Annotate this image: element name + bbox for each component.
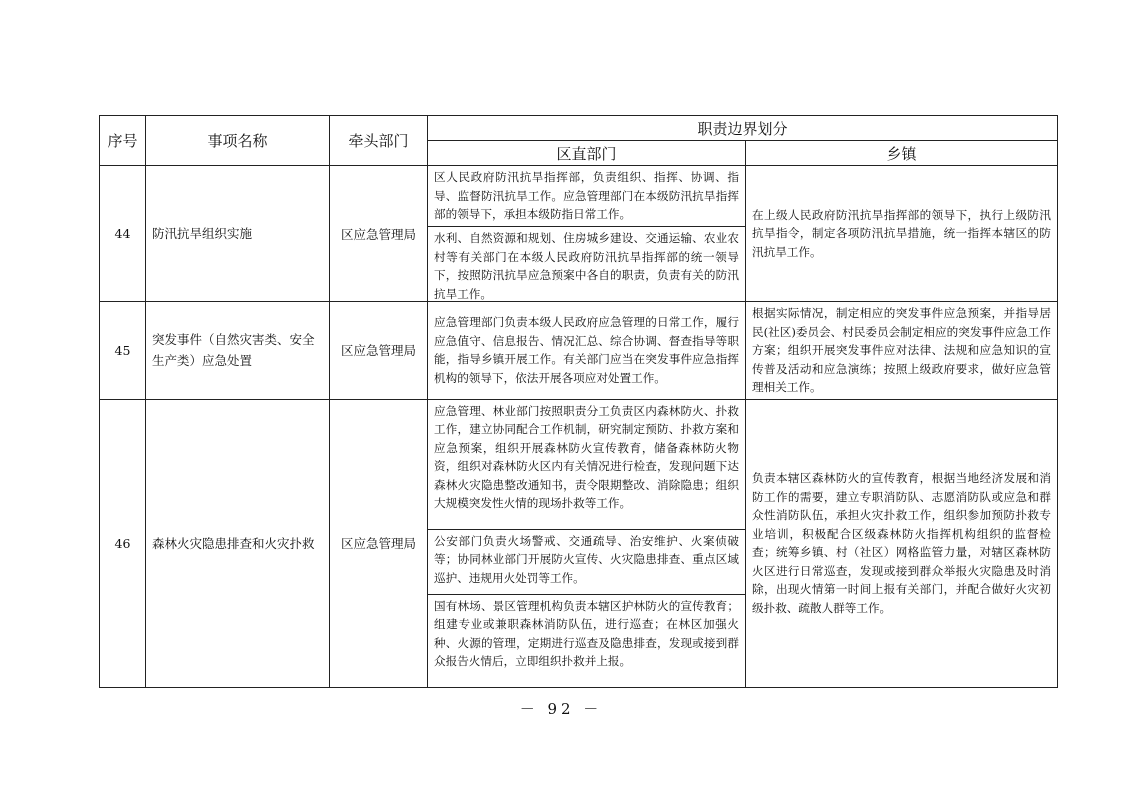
row-district-duties xyxy=(428,399,746,687)
row-lead-dept: 区应急管理局 xyxy=(330,166,428,302)
district-duty: 公安部门负责火场警戒、交通疏导、治安维护、火案侦破等；协同林业部门开展防火宣传、火灾隐患排查、重点区域巡护、违规用火处罚等工作。 xyxy=(428,529,745,594)
row-township-duty: 在上级人民政府防汛抗旱指挥部的领导下，执行上级防汛抗旱指令，制定各项防汛抗旱措施，统一指挥本辖区的防汛抗旱工作。 xyxy=(746,166,1058,302)
header-district-dept: 区直部门 xyxy=(428,141,746,166)
row-seq: 46 xyxy=(100,399,146,687)
row-district-duties xyxy=(428,166,746,302)
row-item-name: 森林火灾隐患排查和火灾扑救 xyxy=(146,399,330,687)
district-duty: 应急管理、林业部门按照职责分工负责区内森林防火、扑救工作，建立协同配合工作机制，研究制定预防、扑救方案和应急预案，组织开展森林防火宣传教育，储备森林防火物资，组织对森林防火区内有关情况进行检查，发现问题下达森林火灾隐患整改通知书，责令限期整改、消除隐患；组织大规模突发性火情的现场扑救等工作。 xyxy=(434,403,739,510)
row-seq: 45 xyxy=(100,302,146,400)
header-duty-boundary: 职责边界划分 xyxy=(428,116,1058,141)
header-lead-dept: 牵头部门 xyxy=(330,116,428,166)
row-district-duties: 应急管理部门负责本级人民政府应急管理的日常工作，履行应急值守、信息报告、情况汇总、综合协调、督查指导等职能，指导乡镇开展工作。有关部门应当在突发事件应急指挥机构的领导下，依法开展各项应对处置工作。 xyxy=(428,302,746,400)
header-row-1 xyxy=(100,116,1058,141)
district-duty: 国有林场、景区管理机构负责本辖区护林防火的宣传教育；组建专业或兼职森林消防队伍，进行巡查；在林区加强火种、火源的管理，定期进行巡查及隐患排查，发现或接到群众报告火情后，立即组织扑救并上报。 xyxy=(428,594,745,687)
table-row xyxy=(100,166,1058,302)
page-number: － 92 － xyxy=(519,700,603,718)
row-item-name: 防汛抗旱组织实施 xyxy=(146,166,330,302)
district-duty: 水利、自然资源和规划、住房城乡建设、交通运输、农业农村等有关部门在本级人民政府防汛抗旱指挥部的统一领导下，按照防汛抗旱应急预案中各自的职责，负责有关的防汛抗旱工作。 xyxy=(428,226,745,301)
table-row xyxy=(100,302,1058,400)
row-township-duty: 根据实际情况，制定相应的突发事件应急预案，并指导居民(社区)委员会、村民委员会制定相应的突发事件应急工作方案；组织开展突发事件应对法律、法规和应急知识的宣传普及活动和应急演练；按照上级政府要求，做好应急管理相关工作。 xyxy=(746,302,1058,400)
header-township: 乡镇 xyxy=(746,141,1058,166)
row-lead-dept: 区应急管理局 xyxy=(330,302,428,400)
row-lead-dept: 区应急管理局 xyxy=(330,399,428,687)
header-item-name: 事项名称 xyxy=(146,116,330,166)
table-row xyxy=(100,399,1058,687)
row-item-name: 突发事件（自然灾害类、安全生产类）应急处置 xyxy=(146,302,330,400)
row-township-duty: 负责本辖区森林防火的宣传教育，根据当地经济发展和消防工作的需要，建立专职消防队、志愿消防队或应急和群众性消防队伍，承担火灾扑救工作，组织参加预防扑救专业培训，积极配合区级森林防火指挥机构组织的监督检查；统筹乡镇、村（社区）网格监管力量，对辖区森林防火区进行日常巡查，发现或接到群众举报火灾隐患及时消除，出现火情第一时间上报有关部门，并配合做好火灾初级扑救、疏散人群等工作。 xyxy=(746,399,1058,687)
district-duty: 区人民政府防汛抗旱指挥部，负责组织、指挥、协调、指导、监督防汛抗旱工作。应急管理部门在本级防汛抗旱指挥部的领导下，承担本级防指日常工作。 xyxy=(434,170,739,221)
header-seq: 序号 xyxy=(100,116,146,166)
row-seq: 44 xyxy=(100,166,146,302)
duty-table xyxy=(99,115,1058,688)
